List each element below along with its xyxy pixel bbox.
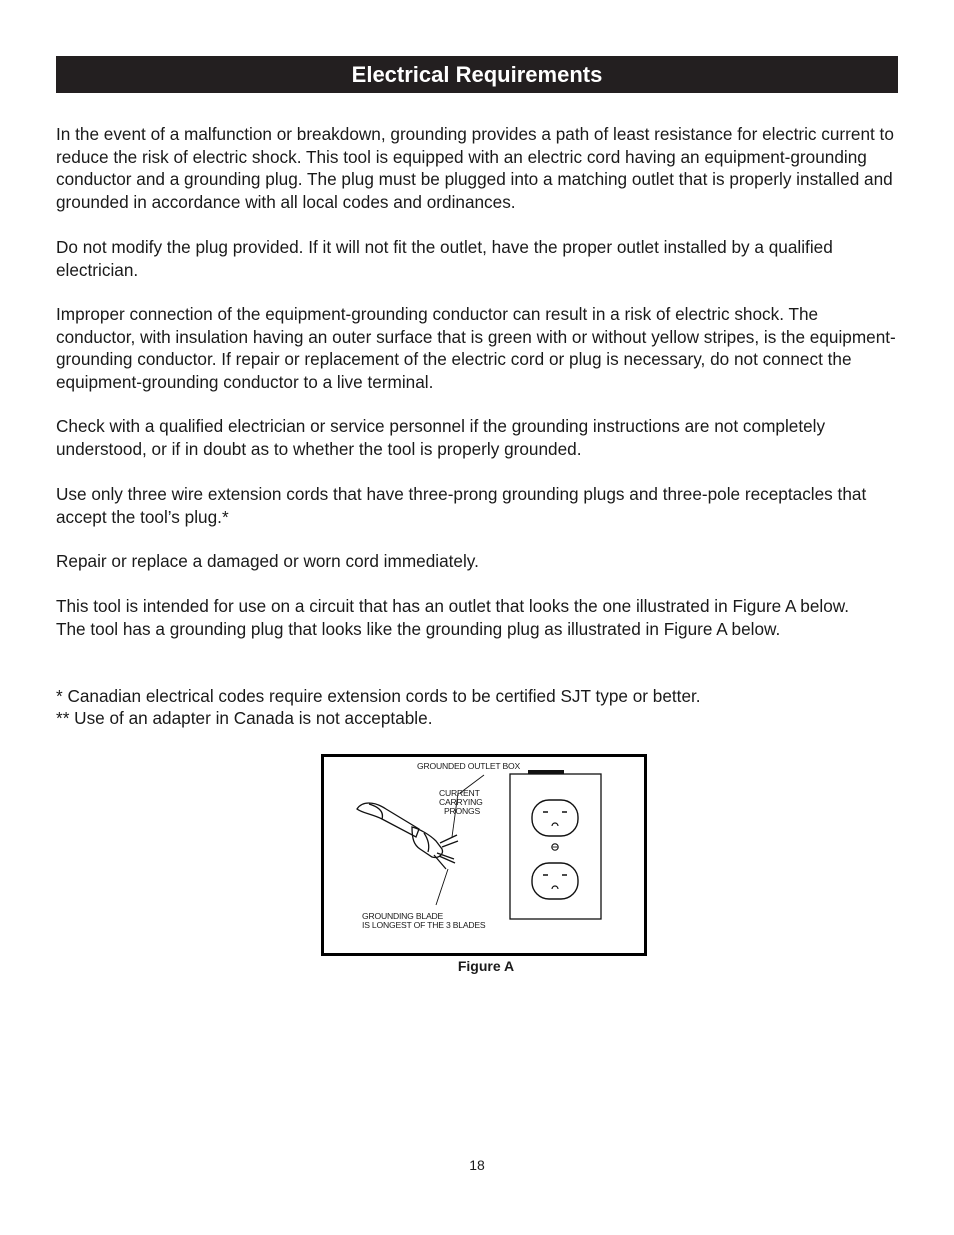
outlet-box-plate <box>510 774 601 919</box>
paragraph-extension-cords: Use only three wire extension cords that have three-prong grounding plugs and three-pole receptacles that accept the tool’s plug.* <box>56 484 867 527</box>
section-title: Electrical Requirements <box>56 56 898 93</box>
paragraph-repair-cord: Repair or replace a damaged or worn cord immediately. <box>56 551 479 571</box>
footnote-canadian-codes: * Canadian electrical codes require extension cords to be certified SJT type or better. <box>56 686 701 706</box>
label-current: CURRENT <box>439 788 480 798</box>
lower-receptacle <box>532 863 578 899</box>
label-carrying: CARRYING <box>439 797 483 807</box>
paragraph-check-electrician: Check with a qualified electrician or service personnel if the grounding instructions are not completely understood, or if in doubt as to whether the tool is properly grounded. <box>56 416 826 459</box>
paragraph-circuit-outlet: This tool is intended for use on a circuit that has an outlet that looks the one illustrated in Figure A below. The tool has a grounding plug that looks like the grounding plug as illustrated in Figure A below. <box>56 596 850 639</box>
grounded-plug-outlet-diagram <box>324 757 644 953</box>
grounding-plug-icon <box>357 803 458 869</box>
label-grounded-outlet-box: GROUNDED OUTLET BOX <box>417 761 521 771</box>
blade-leader-line <box>436 869 448 905</box>
label-grounding-blade: GROUNDING BLADE <box>362 911 444 921</box>
page-number: 18 <box>469 1157 485 1173</box>
label-prongs: PRONGS <box>444 806 481 816</box>
label-longest-blade: IS LONGEST OF THE 3 BLADES <box>362 920 486 930</box>
footnote-adapter: ** Use of an adapter in Canada is not acceptable. <box>56 708 433 728</box>
paragraph-do-not-modify: Do not modify the plug provided. If it will not fit the outlet, have the proper outlet installed by a qualified electrician. <box>56 237 833 280</box>
figure-a-illustration <box>321 754 647 956</box>
figure-caption: Figure A <box>457 958 515 974</box>
paragraph-grounding-intro: In the event of a malfunction or breakdown, grounding provides a path of least resistance for electric current to reduce the risk of electric shock. This tool is equipped with an electric cord having an equipment-grounding conductor and a grounding plug. The plug must be plugged into a matching outlet that is properly installed and grounded in accordance with all local codes and ordinances. <box>56 124 894 212</box>
paragraph-improper-connection: Improper connection of the equipment-grounding conductor can result in a risk of electric shock. The conductor, with insulation having an outer surface that is green with or without yellow stripes, is the equipment-grounding conductor. If repair or replacement of the electric cord or plug is necessary, do not connect the equipment-grounding conductor to a live terminal. <box>56 304 896 392</box>
upper-receptacle <box>532 800 578 836</box>
outlet-box-tab <box>528 770 564 774</box>
